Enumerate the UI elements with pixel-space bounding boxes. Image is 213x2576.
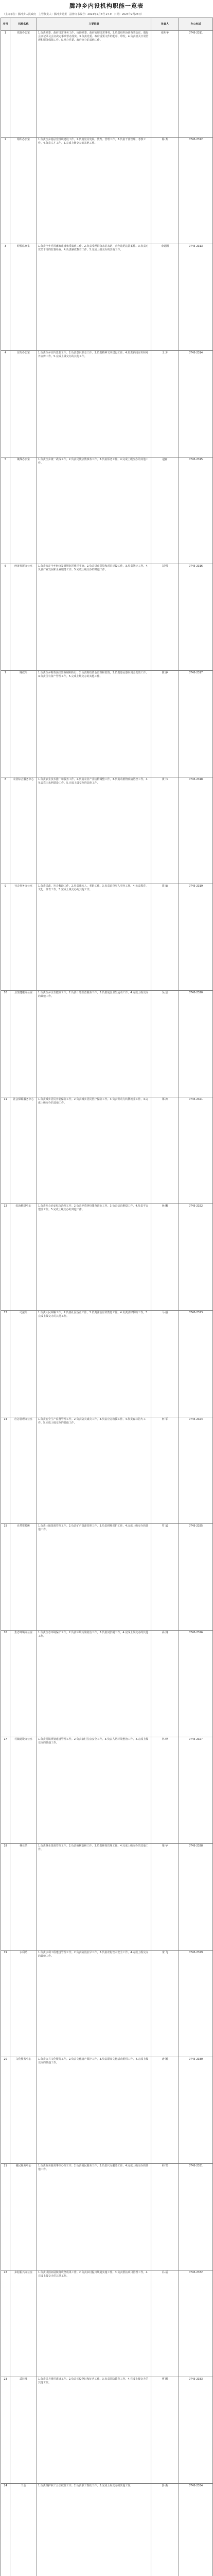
row-duties: 1.负责林业资源管理工作。2.负责植树造林工作。3.负责林权管理工作。4.完成上级交办的其他工作。 [37, 1844, 151, 1951]
row-department: 文化服务中心 [10, 2057, 37, 2164]
row-phone: 0745-2330 [179, 2057, 213, 2164]
table-row [1, 1524, 213, 1631]
row-head: 林 峰 [151, 1737, 179, 1844]
table-row [1, 564, 213, 671]
row-phone: 0745-2321 [179, 1097, 213, 1204]
table-row [1, 777, 213, 884]
table-row [1, 138, 213, 244]
row-department: 经济发展办公室 [10, 564, 37, 671]
row-head: 梁 华 [151, 1844, 179, 1951]
row-number: 21 [1, 2164, 10, 2270]
row-number: 8 [1, 777, 10, 884]
row-phone: 0745-2332 [179, 2270, 213, 2377]
table-row [1, 2484, 213, 2576]
row-head: 陈 静 [151, 671, 179, 777]
row-number: 3 [1, 244, 10, 351]
row-duties: 1.负责民政、社会救助工作。2.负责残疾人、老龄工作。3.负责退役军人事务工作。4.负责教育、文化、体育工作。5.完成上级交办的其他工作。 [37, 884, 151, 991]
row-duties: 1.负责生态环境保护工作。2.负责环境污染防治工作。3.负责河长制工作。4.完成上级交办的其他工作。 [37, 1631, 151, 1737]
row-phone: 0745-2331 [179, 2164, 213, 2270]
row-duties: 1.负责全乡党风廉政建设和反腐败工作。2.负责受理群众来信来访，查办违纪违法案件。3.负责对党员干部的监督检查。4.负责廉政教育工作。5.完成上级交办的其他工作。 [37, 244, 151, 351]
row-phone: 0745-2313 [179, 244, 213, 351]
row-number: 9 [1, 884, 10, 991]
row-department: 乡村振兴办公室 [10, 2270, 37, 2377]
row-duties: 1.负责政务服务事项办理工作。2.负责便民服务工作。3.负责代办服务工作。4.完成上级交办的其他工作。 [37, 2164, 151, 2270]
row-department: 武装部 [10, 2377, 37, 2484]
row-phone: 0745-2312 [179, 138, 213, 244]
row-duties: 1.负责全乡财政预决算编制和执行。2.负责财政资金管理和监督。3.负责惠民惠农资金发放工作。4.负责国有资产管理工作。5.完成上级交办的其他工作。 [37, 671, 151, 777]
row-head: 宋 飞 [151, 1951, 179, 2057]
table-row [1, 2270, 213, 2377]
row-head: 周 敏 [151, 884, 179, 991]
row-head: 罗 斌 [151, 1524, 179, 1631]
row-number: 2 [1, 138, 10, 244]
row-head: 王 芳 [151, 351, 179, 457]
row-number: 18 [1, 1844, 10, 1951]
row-number: 10 [1, 991, 10, 1097]
row-duties: 1.负责农业技术推广和服务工作。2.负责农业产业结构调整工作。3.负责动植物疫病防控工作。4.负责农田水利建设工作。5.完成上级交办的其他工作。 [37, 777, 151, 884]
row-head: 刘 强 [151, 564, 179, 671]
row-department: 社会保障服务中心 [10, 1097, 37, 1204]
row-duties: 1.负责拟定全乡经济发展规划并组织实施。2.负责招商引资和项目建设工作。3.负责统计工作。4.负责产业发展和企业服务工作。5.完成上级交办的其他工作。 [37, 564, 151, 671]
table-row [1, 884, 213, 991]
row-phone: 0745-2314 [179, 351, 213, 457]
row-head: 冯 磊 [151, 2270, 179, 2377]
row-number: 5 [1, 457, 10, 564]
row-head: 孙 鹏 [151, 1204, 179, 1311]
table-row [1, 1631, 213, 1737]
row-department: 统战办公室 [10, 457, 37, 564]
row-number: 17 [1, 1737, 10, 1844]
table-row [1, 991, 213, 1097]
row-number: 22 [1, 2270, 10, 2377]
row-phone: 0745-2325 [179, 1524, 213, 1631]
row-phone: 0745-2326 [179, 1631, 213, 1737]
row-head: 韩 雪 [151, 2164, 179, 2270]
row-head: 唐 颖 [151, 2057, 179, 2164]
row-department: 财政所 [10, 671, 37, 777]
row-number: 20 [1, 2057, 10, 2164]
row-department: 农业综合服务中心 [10, 777, 37, 884]
row-head: 何 军 [151, 1417, 179, 1524]
table-row [1, 457, 213, 564]
row-number: 24 [1, 2484, 10, 2576]
row-duties: 1.负责全乡宣传思想工作。2.负责意识形态工作。3.负责精神文明建设工作。4.负责新闻宣传和对外宣传工作。5.完成上级交办的其他工作。 [37, 351, 151, 457]
row-number: 16 [1, 1631, 10, 1737]
table-header-row [1, 18, 213, 31]
row-department: 自然资源所 [10, 1524, 37, 1631]
header-number: 序号 [1, 18, 10, 31]
row-number: 11 [1, 1097, 10, 1204]
table-body [1, 31, 213, 2576]
row-number: 14 [1, 1417, 10, 1524]
row-phone: 0745-2334 [179, 2484, 213, 2576]
row-department: 卫生健康办公室 [10, 991, 37, 1097]
row-department: 党政办公室 [10, 31, 37, 138]
row-head: 杨 勇 [151, 138, 179, 244]
row-phone: 0745-2318 [179, 777, 213, 884]
row-head: 赵丽 [151, 457, 179, 564]
row-department: 综治维稳中心 [10, 1204, 37, 1311]
document-sheet [1, 1, 212, 2576]
row-department: 生态环境办公室 [10, 1631, 37, 1737]
row-duties: 1.负责村镇规划建设管理工作。2.负责农村住房安全工作。3.负责人居环境整治工作。4.完成上级交办的其他工作。 [37, 1737, 151, 1844]
row-phone: 0745-2316 [179, 564, 213, 671]
row-duties: 1.负责公共文化服务工作。2.负责文化遗产保护工作。3.负责群众文化活动组织工作。4.完成上级交办的其他工作。 [37, 2057, 151, 2164]
table-row [1, 1737, 213, 1844]
header-duties: 主要职责 [37, 18, 151, 31]
table-row [1, 2164, 213, 2270]
table-row [1, 244, 213, 351]
row-head: 郑 涛 [151, 1097, 179, 1204]
row-phone: 0745-2319 [179, 884, 213, 991]
row-duties: 1.负责全乡卫生健康工作。2.负责计划生育服务工作。3.负责爱国卫生运动工作。4.完成上级交办的其他工作。 [37, 991, 151, 1097]
table-row [1, 1204, 213, 1311]
row-number: 19 [1, 1951, 10, 2057]
row-head: 吴 洁 [151, 991, 179, 1097]
table-row [1, 31, 213, 138]
row-phone: 0745-2320 [179, 991, 213, 1097]
row-department: 村镇建设办公室 [10, 1737, 37, 1844]
row-number: 4 [1, 351, 10, 457]
row-duties: 1.负责安全生产监督管理工作。2.负责防灾减灾工作。3.负责应急救援工作。4.负责森林防火工作。5.完成上级交办的其他工作。 [37, 1417, 151, 1524]
table-row [1, 351, 213, 457]
row-duties: 1.负责全乡统一战线工作。2.负责民族宗教事务工作。3.负责侨务工作。4.完成上级交办的其他工作。 [37, 457, 151, 564]
row-phone: 0745-2328 [179, 1844, 213, 1951]
row-department: 应急管理办公室 [10, 1417, 37, 1524]
row-duties: 1.负责土地资源管理工作。2.负责矿产资源管理工作。3.负责耕地保护工作。4.完成上级交办的其他工作。 [37, 1524, 151, 1631]
row-number: 12 [1, 1204, 10, 1311]
row-number: 23 [1, 2377, 10, 2484]
row-department: 便民服务中心 [10, 2164, 37, 2270]
row-department: 社会事务办公室 [10, 884, 37, 991]
row-head: 曹 刚 [151, 2377, 179, 2484]
row-phone: 0745-2311 [179, 31, 213, 138]
row-head: 高 翔 [151, 1631, 179, 1737]
row-phone: 0745-2333 [179, 2377, 213, 2484]
row-phone: 0745-2315 [179, 457, 213, 564]
row-duties: 1.负责维护职工合法权益工作。2.负责职工帮扶工作。3.完成上级交办的其他工作。 [37, 2484, 151, 2576]
table-row [1, 2057, 213, 2164]
row-phone: 0745-2327 [179, 1737, 213, 1844]
row-number: 6 [1, 564, 10, 671]
table-row [1, 1097, 213, 1204]
row-head: 马 丽 [151, 1311, 179, 1417]
row-duties: 1.负责水利工程建设管理工作。2.负责防汛抗旱工作。3.负责农村饮水安全工作。4.完成上级交办的其他工作。 [37, 1951, 151, 2057]
table-row [1, 1311, 213, 1417]
row-duties: 1.负责巩固拓展脱贫攻坚成果工作。2.负责乡村振兴规划实施工作。3.负责帮扶项目管理工作。4.完成上级交办的其他工作。 [37, 2270, 151, 2377]
row-department: 组织办公室 [10, 138, 37, 244]
row-phone: 0745-2323 [179, 1311, 213, 1417]
header-department: 机构名称 [10, 18, 37, 31]
header-phone: 办公电话 [179, 18, 213, 31]
row-number: 7 [1, 671, 10, 777]
table-row [1, 1417, 213, 1524]
row-department: 司法所 [10, 1311, 37, 1417]
row-number: 15 [1, 1524, 10, 1631]
row-head: 李建国 [151, 244, 179, 351]
row-number: 13 [1, 1311, 10, 1417]
row-department: 纪检监察室 [10, 244, 37, 351]
row-duties: 1.负责民兵组织建设工作。2.负责兵役登记和征兵工作。3.负责国防教育工作。4.完成上级交办的其他工作。 [37, 2377, 151, 2484]
row-phone: 0745-2324 [179, 1417, 213, 1524]
row-duties: 1.负责全乡基层党组织建设工作。2.负责党员发展、教育、管理工作。3.负责干部管理、考核工作。4.负责人才工作。5.完成上级交办的其他工作。 [37, 138, 151, 244]
table-row [1, 2377, 213, 2484]
row-duties: 1.负责党委、政府日常事务工作，协助党委、政府处理日常事务。2.负责组织协调各类会议，做好会议记录及会议决定事项督办落实。3.负责党委、政府重要文件的起草、印发。4.负责机关日常管理和服务保障工作。5.承办党委、政府交办的其他工作。 [37, 31, 151, 138]
row-head: 张明华 [151, 31, 179, 138]
row-head: 彭 燕 [151, 2484, 179, 2576]
row-number: 1 [1, 31, 10, 138]
header-head: 负责人 [151, 18, 179, 31]
document-unit-line: （主办单位：腾冲乡人民政府 主管负责人：腾冲乡党委 法律文书编号：2024年2月8号·27·9 日期：2024年2月28日） [3, 13, 144, 16]
row-phone: 0745-2317 [179, 671, 213, 777]
row-duties: 1.负责城乡居民养老保险工作。2.负责城乡居民医疗保险工作。3.负责劳动力转移就业工作。4.完成上级交办的其他工作。 [37, 1097, 151, 1204]
table-row [1, 1951, 213, 2057]
document-title: 腾冲乡内设机构职能一览表 [69, 3, 144, 9]
row-duties: 1.负责人民调解工作。2.负责社区矫正工作。3.负责法治宣传教育工作。4.负责法律援助工作。5.完成上级交办的其他工作。 [37, 1311, 151, 1417]
duties-table [1, 18, 213, 2576]
table-row [1, 671, 213, 777]
row-duties: 1.负责社会治安综合治理工作。2.负责矛盾纠纷排查调处工作。3.负责信访维稳工作。4.负责平安建设工作。5.完成上级交办的其他工作。 [37, 1204, 151, 1311]
row-head: 黄 伟 [151, 777, 179, 884]
table-row [1, 1844, 213, 1951]
row-phone: 0745-2329 [179, 1951, 213, 2057]
row-department: 林业站 [10, 1844, 37, 1951]
row-department: 工会 [10, 2484, 37, 2576]
row-department: 水利站 [10, 1951, 37, 2057]
row-department: 宣传办公室 [10, 351, 37, 457]
row-phone: 0745-2322 [179, 1204, 213, 1311]
